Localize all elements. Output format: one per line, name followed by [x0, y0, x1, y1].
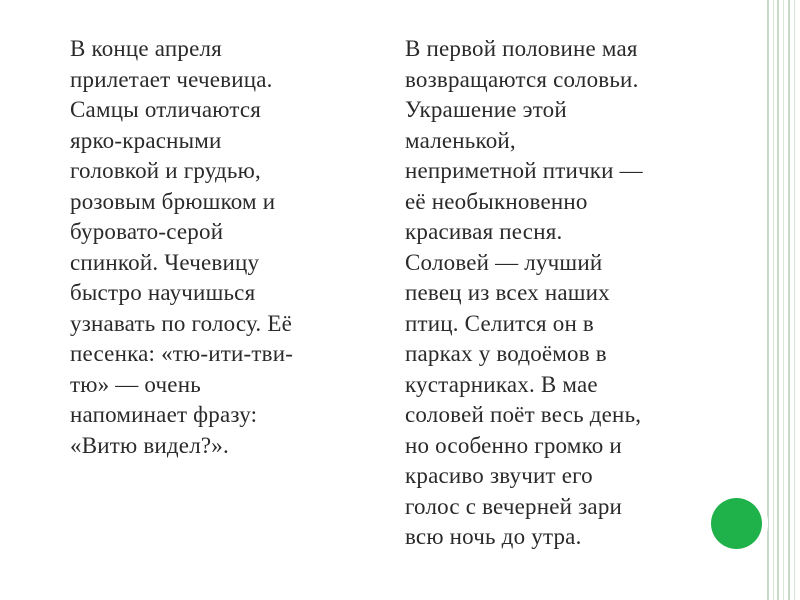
border-stripe	[773, 0, 774, 600]
left-text-column: В конце апреля прилетает чечевица. Самцы отличаются ярко-красными головкой и грудью, розовым брюшком и буровато-серой спинкой. Чечевицу быстро научишься узнавать по голосу. Её песенка: «тю-ити-тви- тю» — очень напоминает фразу: «Витю видел?».	[70, 36, 294, 458]
green-circle-decoration	[711, 498, 762, 549]
border-stripe	[794, 0, 795, 600]
border-stripe	[777, 0, 779, 600]
right-text-column: В первой половине мая возвращаются соловьи. Украшение этой маленькой, неприметной птички — её необыкновенно красивая песня. Соловей — лучший певец из всех наших птиц. Селится он в парках у водоёмов в кустарниках. В мае соловей поёт весь день, но особенно громко и красиво звучит его голос с вечерней зари всю ночь до утра.	[405, 36, 643, 549]
border-stripe	[767, 0, 769, 600]
border-stripe	[788, 0, 790, 600]
border-stripe	[783, 0, 784, 600]
